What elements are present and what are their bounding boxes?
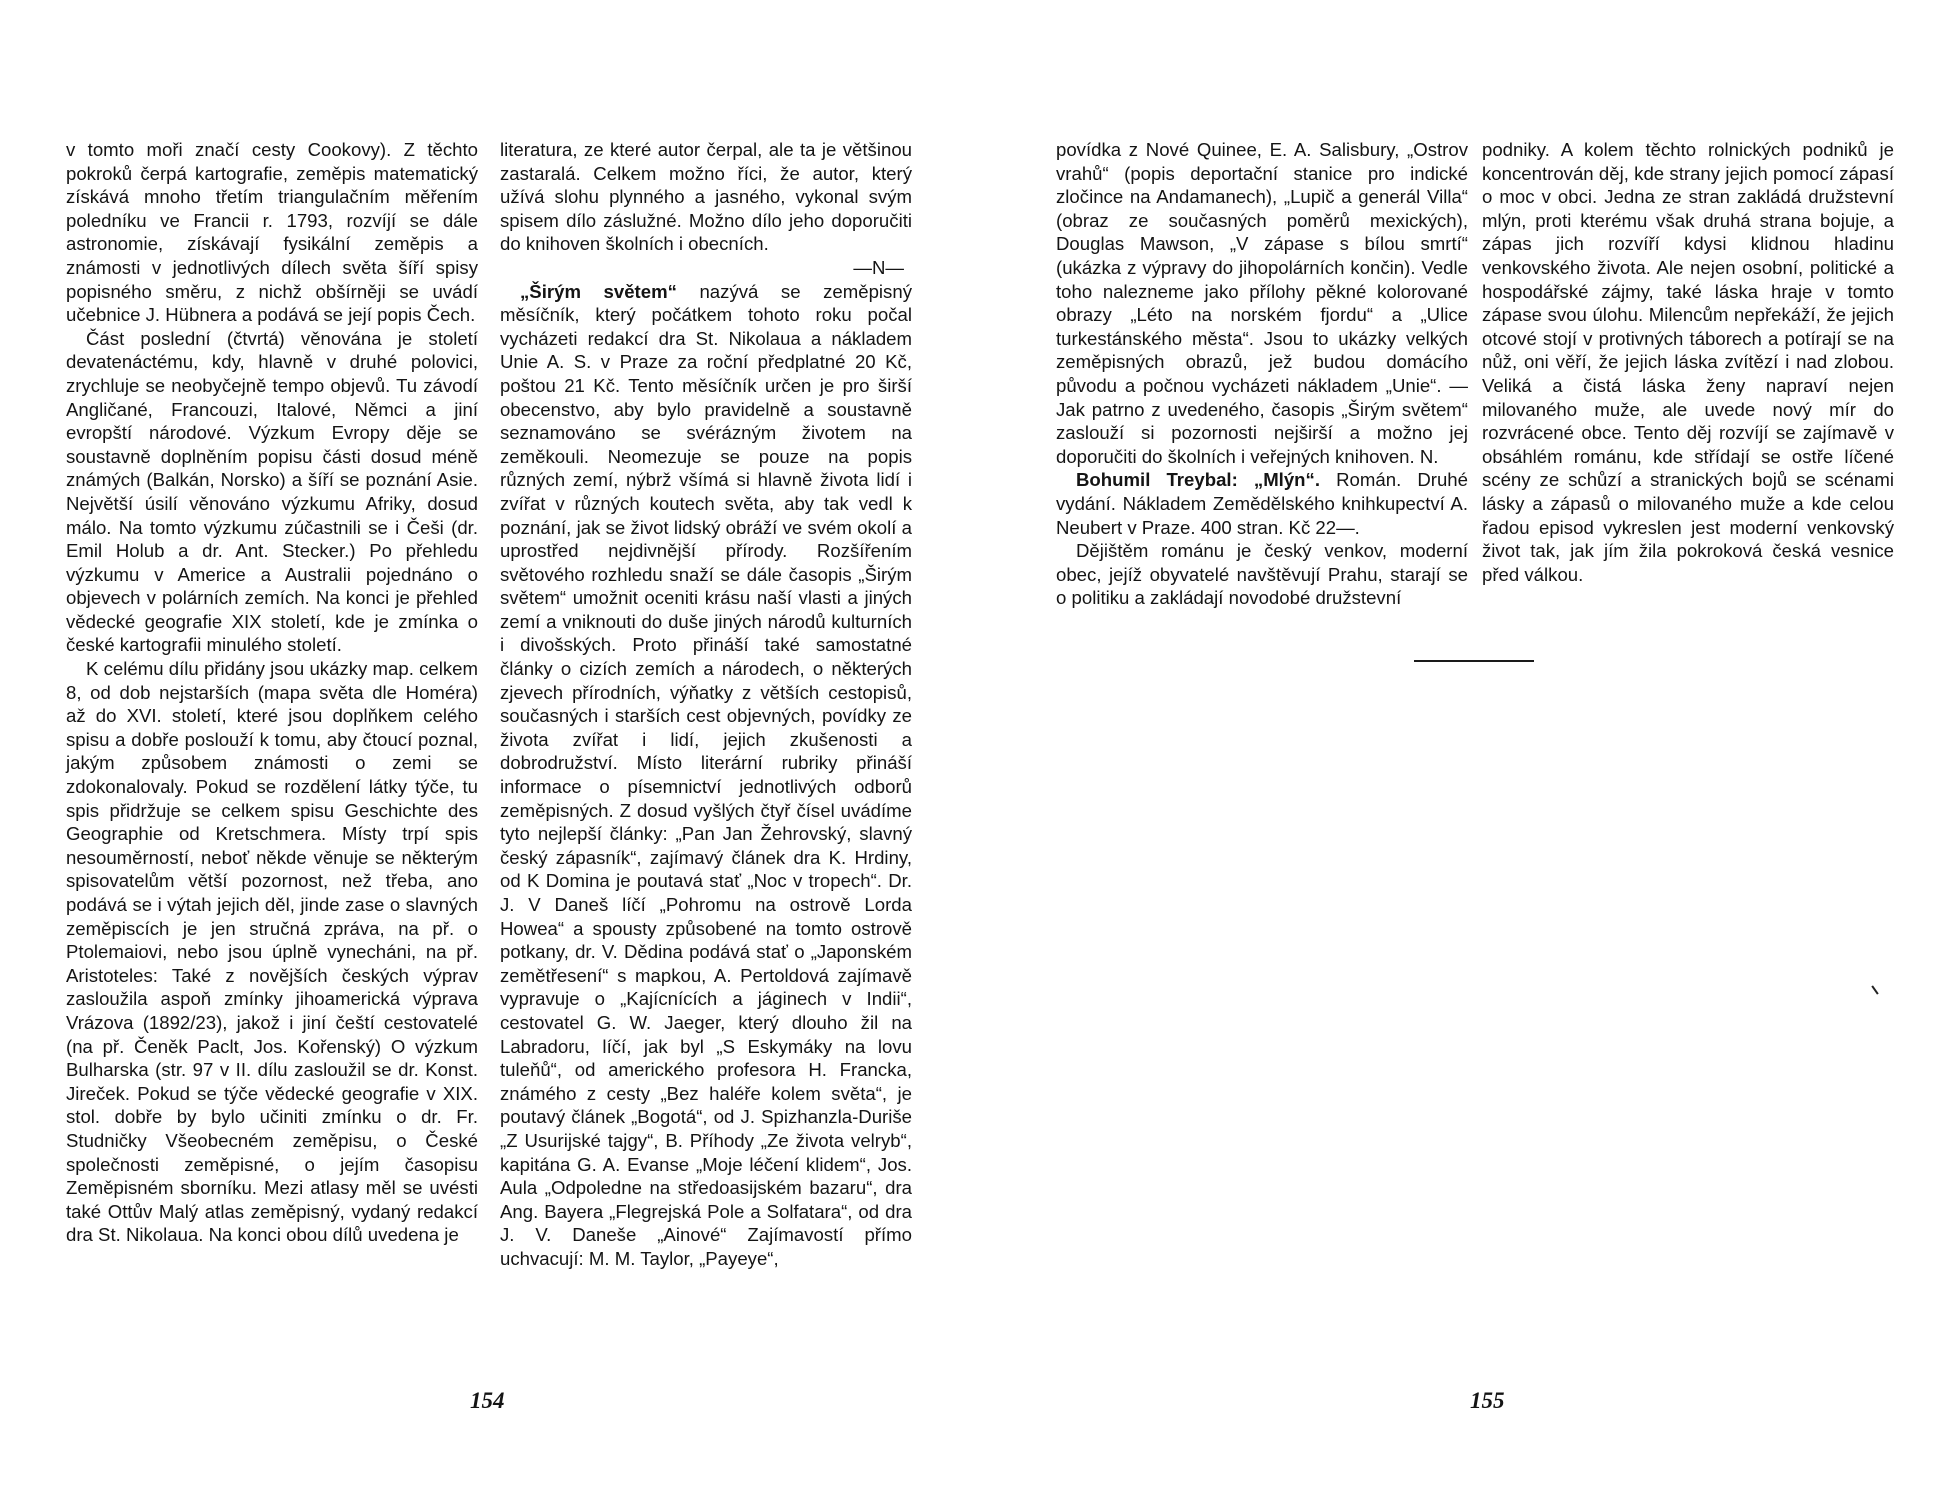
review-title: „Širým světem“ [520, 280, 677, 302]
stray-mark [1871, 985, 1878, 994]
paragraph: literatura, ze které autor čerpal, ale ta je většinou zastaralá. Celkem možno říci, že autor, který užívá slohu plynného a jasného, vykonal svým spisem dílo záslužné. Možno dílo jeho doporučiti do knihoven školních i obecních. [500, 139, 912, 255]
paragraph: Část poslední (čtvrtá) věnována je století devatenáctému, kdy, hlavně v druhé polovici, zrychluje se neobyčejně tempo objevů. Tu závodí Angličané, Francouzi, Italové, Němci a jiní evropští národové. Výzkum Evropy děje se soustavně doplněním popisu části dosud méně známých (Balkán, Norsko) a šíří se poznání Asie. Největší úsilí věnováno výzkumu Afriky, dosud málo. Na tomto výzkumu zúčastnili se i Češi (dr. Emil Holub a dr. Ant. Stecker.) Po přehledu výzkumu v Americe a Australii pojednáno o objevech v polárních zemích. Na konci je přehled vědecké geografie XIX století, kde je zmínka o české kartografii minulého století. [66, 327, 478, 656]
review-signature: —N— [853, 256, 904, 278]
paragraph-body: nazývá se zeměpisný měsíčník, který počátkem tohoto roku počal vycházeti redakcí dra St. Nikolaua a nákladem Unie A. S. v Praze za roční předplatné 20 Kč, poštou 21 Kč. Tento měsíčník určen je pro širší obecenstvo, aby bylo pravidelně a soustavně seznamováno se svérázným životem na zeměkouli. Neomezuje se pouze na popis různých zemí, nýbrž všímá si hlavně života lidí i zvířat v různých koutech světa, aby tak vedl k poznání, jak se život lidský obráží ve svém okolí a uprostřed nejdivnější přírody. Rozšířením světového rozhledu snaží se dále časopis „Širým světem“ umožnit oceniti krásu naší vlasti a jiných zemí a vniknouti do duše jiných národů kulturních i divošských. Proto přináší také samostatné články o cizích zemích a národech, o některých zjevech přírodních, výňatky z větších cestopisů, současných i starších cest objevných, povídky ze života zvířat i lidí, jejich zkušenosti a dobrodružství. Místo literární rubriky přináší informace o písemnictví jednotlivých odborů zeměpisných. Z dosud vyšlých čtyř čísel uvádíme tyto nejlepší články: „Pan Jan Žehrovský, slavný český zápasník“, zajímavý článek dra K. Hrdiny, od K Domina je poutavá stať „Noc v tropech“. Dr. J. V Daneš líčí „Pohromu na ostrově Lorda Howea“ a spousty způsobené na tomto ostrově potkany, dr. V. Dědina podává stať o „Japonském zemětřesení“ s mapkou, A. Pertoldová zajímavě vypravuje o „Kajícnících a jáginech v Indii“, cestovatel G. W. Jaeger, který dlouho žil na Labradoru, líčí, jak byl „S Eskymáky na lovu tuleňů“, od amerického profesora H. Francka, známého z cesty „Bez haléře kolem světa“, je poutavý článek „Bogotá“, od J. Spizhanzla-Duriše „Z Usurijské tajgy“, B. Příhody „Ze života velryb“, kapitána G. A. Evanse „Moje léčení klidem“, Jos. Aula „Odpoledne na středoasijském bazaru“, dra Ang. Bayera „Flegrejská Pole a Solfatara“, od dra J. V. Daneše „Ainové“ Zajímavostí přímo uchvacují: M. M. Taylor, „Payeye“, [500, 280, 912, 1269]
paragraph [500, 280, 912, 1271]
page-number: 155 [1470, 1388, 1505, 1413]
paragraph [1056, 468, 1468, 539]
left-page-column-2 [500, 138, 912, 1271]
paragraph: v tomto moři značí cesty Cookovy). Z těchto pokroků čerpá kartografie, zeměpis matematický získává mnoho třetím triangulačním měřením poledníku ve Francii r. 1793, rozvíjí se dále astronomie, získávají fysikální zeměpis a známosti v jednotlivých dílech světa šíří spisy popisného směru, z nichž obšírněji se uvádí učebnice J. Hübnera a podává se její popis Čech. [66, 139, 478, 326]
right-page [974, 0, 1948, 1500]
section-divider [1414, 660, 1534, 662]
page-number: 154 [470, 1388, 505, 1413]
paragraph: podniky. A kolem těchto rolnických podniků je koncentrován děj, kde strany jejich pomocí zápasí o moc v obci. Jedna ze stran zakládá družstevní mlýn, proti kterému však druhá strana bojuje, a zápas jich rozvíří kdysi klidnou hladinu venkovského života. Ale nejen osobní, politické a hospodářské zájmy, také láska hraje v tomto zápase svou úlohu. Milencům nepřekáží, že jejich otcové stojí v protivných táborech a potírají se na nůž, oni věří, že jejich láska zvítězí i nad zlobou. Veliká a čistá láska ženy napraví nejen milovaného muže, ale uvede nový mír do rozvrácené obce. Tento děj rozvíjí se zajímavě v obsáhlém románu, kde střídají se ostře líčené scény ze schůzí a stranických bojů se scénami lásky a zápasů o milovaného muže a kde celou řadou episod vykreslen jest moderní venkovský život tak, jak jím žila pokroková česká vesnice před válkou. [1482, 139, 1894, 585]
left-page-column-1 [66, 138, 478, 1247]
paragraph-body: Román. Druhé vydání. Nákladem Zemědělského knihkupectví A. Neubert v Praze. 400 stran. Kč 22—. [1056, 469, 1468, 538]
paragraph: povídka z Nové Quinee, E. A. Salisbury, „Ostrov vrahů“ (popis deportační stanice pro indické zločince na Andamanech), „Lupič a generál Villa“ (obraz ze současných poměrů mexických), Douglas Mawson, „V zápase s bílou smrtí“ (ukázka z výpravy do jihopolárních končin). Vedle toho nalezneme jako přílohy pěkné kolorované obrazy „Léto na norském fjordu“ a „Ulice turkestánského města“. Jsou to ukázky velkých zeměpisných obrazů, jež budou domácího původu a počnou vycházeti nákladem „Unie“. — Jak patrno z uvedeného, časopis „Širým světem“ zaslouží si pozornosti nejširší a možno jej doporučiti do školních i veřejných knihoven. N. [1056, 139, 1468, 467]
right-page-column-1 [1056, 138, 1468, 610]
paragraph: K celému dílu přidány jsou ukázky map. celkem 8, od dob nejstarších (mapa světa dle Homéra) až do XVI. století, které jsou doplňkem celého spisu a dobře poslouží k tomu, aby čtoucí poznal, jakým způsobem známosti o zemi se zdokonalovaly. Pokud se rozdělení látky týče, tu spis přidržuje se celkem spisu Geschichte des Geographie od Kretschmera. Místy trpí spis nesouměrností, neboť někde věnuje se některým spisovatelům větší pozornost, než třeba, ano podává se i výtah jejich děl, jinde zase o slavných zeměpiscích je jen stručná zpráva, na př. o Ptolemaiovi, nebo jsou úplně vynecháni, na př. Aristoteles: Také z novějších českých výprav zasloužila aspoň zmínky jihoamerická výprava Vrázova (1892/23), jakož i jiní čeští cestovatelé (na př. Čeněk Paclt, Jos. Kořenský) O výzkum Bulharska (str. 97 v II. dílu zasloužil se dr. Konst. Jireček. Pokud se týče vědecké geografie v XIX. stol. dobře by bylo učiniti zmínku o dr. Fr. Studničky Všeobecném zeměpisu, o České společnosti zeměpisné, o jejím časopisu Zeměpisném sborníku. Mezi atlasy měl se uvésti také Ottův Malý atlas zeměpisný, vydaný redakcí dra St. Nikolaua. Na konci obou dílů uvedena je [66, 658, 478, 1246]
review-title: Bohumil Treybal: „Mlýn“. [1076, 469, 1321, 491]
right-page-column-2 [1482, 138, 1894, 586]
paragraph: Dějištěm románu je český venkov, moderní obec, jejíž obyvatelé navštěvují Prahu, starají se o politiku a zakládají novodobé družstevní [1056, 540, 1468, 609]
